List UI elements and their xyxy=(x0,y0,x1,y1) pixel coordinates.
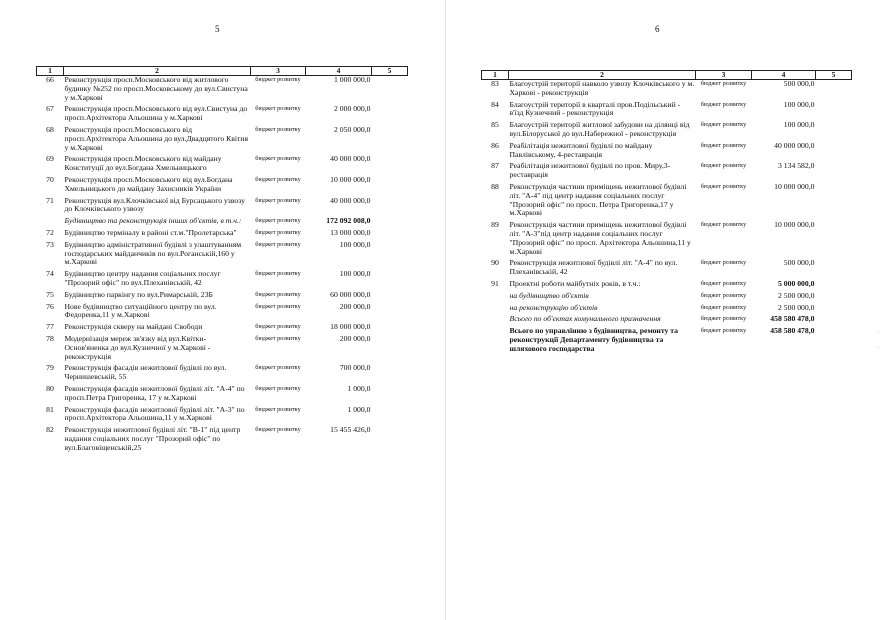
row-amount: 1 000 000,0 xyxy=(333,75,371,84)
row-funding-source: бюджет розвитку xyxy=(255,125,301,133)
row-amount: 10 000 000,0 xyxy=(330,174,371,184)
row-description: Реабілітація нежитлової будівлі по пров. Миру,3-реставрація xyxy=(509,161,671,180)
row-description: Будівництво терміналу в районі ст.м."Пролетарська" xyxy=(64,227,237,237)
table-row xyxy=(482,327,852,356)
row-amount: 15 455 426,0 xyxy=(330,425,371,435)
row-empty-cell xyxy=(372,335,408,364)
row-description: Реконструкція нежитлової будівлі літ. "В-1" під центр надання соціальних послуг "Прозорий офіс" по вул.Благовіщенській,25 xyxy=(64,425,241,452)
table-row xyxy=(482,280,852,292)
row-number: 85 xyxy=(491,120,499,130)
table-row xyxy=(482,183,852,221)
row-description: Реконструкція частини приміщень нежитлової будівлі літ. "А-4" під центр надання соціальних послуг "Прозорий офіс" по просп. Петра Григоренка,17 у м.Харкові xyxy=(509,181,687,218)
row-number: 76 xyxy=(46,301,54,311)
row-description: Реконструкція фасадів нежитлової будівлі літ. "А-3" по просп.Архітектора Альошина,11 у м.Харкові xyxy=(64,404,245,423)
row-empty-cell xyxy=(372,126,408,155)
row-empty-cell xyxy=(372,385,408,406)
row-funding-source: бюджет розвитку xyxy=(700,100,747,108)
row-amount: 2 000 000,0 xyxy=(333,104,371,114)
row-number xyxy=(482,292,509,304)
row-funding-source: бюджет розвитку xyxy=(255,175,301,183)
row-number: 71 xyxy=(46,195,54,205)
row-number: 77 xyxy=(46,322,54,332)
row-amount: 2 500 000,0 xyxy=(777,302,815,312)
row-description: Будівництво центру надання соціальних послуг "Прозорий офіс" по вул.Плеханівській, 42 xyxy=(64,269,221,287)
row-number: 80 xyxy=(46,383,54,393)
row-amount: 500 000,0 xyxy=(783,258,815,268)
row-description: на будівництво об'єктів xyxy=(509,290,589,300)
row-empty-cell xyxy=(372,270,408,291)
row-funding-source: бюджет розвитку xyxy=(255,384,301,392)
row-description: Реабілітація нежитлової будівлі по майдану Павлівському, 4-реставрація xyxy=(509,140,653,159)
row-description: Будівництво паркінгу по вул.Римарській, 23Б xyxy=(64,289,213,299)
table-row xyxy=(482,101,852,122)
row-funding-source: бюджет розвитку xyxy=(255,302,301,310)
table-row xyxy=(482,142,852,163)
row-number: 75 xyxy=(46,289,54,299)
row-empty-cell xyxy=(816,162,852,183)
page-number: 5 xyxy=(215,24,220,34)
row-number: 66 xyxy=(46,75,54,84)
row-description: Благоустрій території навколо узвозу Клочківського у м. Харкові - реконструкція xyxy=(509,79,695,97)
row-amount: 100 000,0 xyxy=(339,269,371,279)
column-header: 1 xyxy=(37,67,64,76)
row-empty-cell xyxy=(816,80,852,101)
row-empty-cell xyxy=(816,304,852,316)
row-number: 67 xyxy=(46,104,54,114)
budget-table-page-6 xyxy=(481,70,852,357)
table-row xyxy=(482,221,852,259)
row-number xyxy=(482,304,509,316)
budget-table-page-5 xyxy=(36,66,408,455)
row-funding-source: бюджет розвитку xyxy=(255,364,301,372)
row-funding-source: бюджет розвитку xyxy=(255,105,301,113)
row-funding-source: бюджет розвитку xyxy=(255,76,301,83)
row-amount: 18 000 000,0 xyxy=(330,322,371,332)
row-number: 88 xyxy=(491,181,499,191)
row-funding-source: бюджет розвитку xyxy=(255,323,301,331)
column-header: 3 xyxy=(696,71,752,80)
row-amount: 500 000,0 xyxy=(783,79,815,88)
row-description: Реконструкція нежитлової будівлі літ. "А-4" по вул. Плеханівській, 42 xyxy=(509,258,678,277)
row-funding-source: бюджет розвитку xyxy=(700,303,747,311)
row-description: Реконструкція вул.Клочківської від Бурсацького узвозу до Клочківського узвозу xyxy=(64,195,245,214)
row-amount: 100 000,0 xyxy=(783,99,815,109)
row-empty-cell xyxy=(372,426,408,455)
row-funding-source: бюджет розвитку xyxy=(255,228,301,236)
table-row xyxy=(37,291,408,303)
row-empty-cell xyxy=(372,303,408,324)
row-empty-cell xyxy=(372,241,408,270)
column-header: 4 xyxy=(752,71,816,80)
row-number: 72 xyxy=(46,227,54,237)
table-row xyxy=(482,259,852,280)
row-empty-cell xyxy=(816,221,852,259)
row-number: 87 xyxy=(491,161,499,171)
row-amount: 100 000,0 xyxy=(783,120,815,130)
column-header: 1 xyxy=(482,71,509,80)
row-funding-source: бюджет розвитку xyxy=(255,405,301,413)
row-amount: 458 580 478,0 xyxy=(770,326,815,336)
row-number xyxy=(482,327,509,356)
row-description: Всього по об'єктах комунального призначення xyxy=(509,314,661,324)
table-row xyxy=(482,121,852,142)
row-funding-source: бюджет розвитку xyxy=(700,259,747,267)
row-empty-cell xyxy=(372,76,408,106)
row-description: Проектні роботи майбутніх років, в т.ч.: xyxy=(509,278,641,288)
row-number: 83 xyxy=(491,79,499,88)
row-number: 86 xyxy=(491,140,499,150)
row-description: Благоустрій території в кварталі пров.Подільський - в'їзд Кузнечний - реконструкція xyxy=(509,99,681,118)
row-description: Реконструкція просп.Московського від вул.Богдана Хмельницького до майдану Захисників України xyxy=(64,174,233,193)
row-number: 69 xyxy=(46,154,54,164)
table-row xyxy=(37,364,408,385)
row-description: Реконструкція просп.Московського від просп.Архітектора Альошина до вул.Двадцятого Квітня у м.Харкові xyxy=(64,124,249,152)
row-funding-source: бюджет розвитку xyxy=(700,315,747,323)
row-number: 73 xyxy=(46,239,54,249)
row-funding-source: бюджет розвитку xyxy=(700,221,747,229)
row-amount: 172 092 008,0 xyxy=(326,216,371,226)
column-header: 2 xyxy=(64,67,251,76)
row-amount: 40 000 000,0 xyxy=(330,195,371,205)
row-empty-cell xyxy=(372,364,408,385)
row-amount: 700 000,0 xyxy=(339,363,371,373)
table-row xyxy=(37,270,408,291)
row-empty-cell xyxy=(816,183,852,221)
row-amount: 2 500 000,0 xyxy=(777,290,815,300)
row-funding-source: бюджет розвитку xyxy=(255,426,301,434)
row-funding-source: бюджет розвитку xyxy=(700,162,747,170)
row-funding-source: бюджет розвитку xyxy=(255,155,301,163)
row-number: 84 xyxy=(491,99,499,109)
row-funding-source: бюджет розвитку xyxy=(700,80,747,87)
row-number: 68 xyxy=(46,124,54,134)
row-description: на реконструкцію об'єктів xyxy=(509,302,598,312)
row-funding-source: бюджет розвитку xyxy=(255,196,301,204)
row-empty-cell xyxy=(816,315,852,327)
row-empty-cell xyxy=(372,229,408,241)
table-row xyxy=(37,335,408,364)
row-amount: 1 000,0 xyxy=(347,383,371,393)
table-row xyxy=(37,303,408,324)
row-description: Благоустрій території житлової забудови на ділянці від вул.Білоруської до вул.Набережної - реконструкція xyxy=(509,120,690,138)
row-empty-cell xyxy=(816,121,852,142)
row-description: Реконструкція просп.Московського від майдану Конституції до вул.Богдана Хмельницького xyxy=(64,154,222,173)
row-description: Реконструкція просп.Московського від вул.Свистуна до просп.Архітектора Альошина у м.Харкові xyxy=(64,104,248,123)
table-row xyxy=(37,76,408,106)
table-row xyxy=(37,385,408,406)
row-funding-source: бюджет розвитку xyxy=(255,290,301,298)
row-empty-cell xyxy=(372,323,408,335)
row-amount: 3 134 582,0 xyxy=(777,161,815,171)
row-amount: 1 000,0 xyxy=(347,404,371,414)
row-number: 79 xyxy=(46,363,54,373)
table-row xyxy=(482,80,852,101)
table-row xyxy=(37,406,408,427)
column-header: 5 xyxy=(816,71,852,80)
row-number: 74 xyxy=(46,269,54,279)
row-funding-source: бюджет розвитку xyxy=(255,334,301,342)
table-row xyxy=(37,426,408,455)
table-row xyxy=(37,241,408,270)
row-number: 90 xyxy=(491,258,499,268)
row-empty-cell xyxy=(372,155,408,176)
row-amount: 200 000,0 xyxy=(339,333,371,343)
row-empty-cell xyxy=(372,105,408,126)
column-header: 3 xyxy=(251,67,306,76)
row-amount: 60 000 000,0 xyxy=(330,289,371,299)
row-funding-source: бюджет розвитку xyxy=(700,291,747,299)
row-funding-source: бюджет розвитку xyxy=(700,121,747,129)
row-number: 78 xyxy=(46,333,54,343)
column-header: 4 xyxy=(306,67,372,76)
row-description: Реконструкція просп.Московського від житлового будинку №252 по просп.Московському до вул.Свистуна у м.Харкові xyxy=(64,75,248,102)
row-empty-cell xyxy=(816,142,852,163)
table-row xyxy=(482,292,852,304)
table-row xyxy=(37,155,408,176)
row-empty-cell xyxy=(372,176,408,197)
column-header: 5 xyxy=(372,67,408,76)
row-description: Реконструкція скверу на майдані Свободи xyxy=(64,322,203,332)
row-number: 89 xyxy=(491,220,499,230)
row-amount: 5 000 000,0 xyxy=(777,278,815,288)
table-row xyxy=(482,162,852,183)
page-number: 6 xyxy=(655,24,660,34)
table-row xyxy=(37,197,408,218)
column-header: 2 xyxy=(509,71,696,80)
row-amount: 10 000 000,0 xyxy=(774,181,815,191)
table-row xyxy=(37,176,408,197)
row-description: Модернізація мереж зв'язку від вул.Квітки-Основ'яненка до вул.Кузнечної у м.Харкові - реконструкція xyxy=(64,333,211,361)
page-6 xyxy=(445,0,883,620)
row-amount: 200 000,0 xyxy=(339,301,371,311)
row-amount: 40 000 000,0 xyxy=(774,140,815,150)
row-empty-cell xyxy=(816,259,852,280)
row-funding-source: бюджет розвитку xyxy=(255,240,301,248)
row-amount: 458 580 478,0 xyxy=(770,314,815,324)
row-description: Реконструкція фасадів нежитлової будівлі по вул. Чернишевській, 55 xyxy=(64,363,227,382)
row-funding-source: бюджет розвитку xyxy=(700,279,747,287)
table-row xyxy=(37,105,408,126)
row-amount: 2 050 000,0 xyxy=(333,124,371,134)
margin-mark: · xyxy=(877,330,879,336)
row-empty-cell xyxy=(372,217,408,229)
row-description: Реконструкція частини приміщень нежитлової будівлі літ. "А-3"під центр надання соціальних послуг "Прозорий офіс" по просп. Архітектора Альошина,11 у м.Харкові xyxy=(509,220,691,256)
row-funding-source: бюджет розвитку xyxy=(700,141,747,149)
row-amount: 10 000 000,0 xyxy=(774,220,815,230)
row-number: 82 xyxy=(46,425,54,435)
row-description: Реконструкція фасадів нежитлової будівлі літ. "А-4" по просп.Петра Григоренка, 17 у м.Харкові xyxy=(64,383,245,402)
row-funding-source: бюджет розвитку xyxy=(700,327,747,335)
table-row xyxy=(37,126,408,155)
row-number xyxy=(482,315,509,327)
margin-mark: · xyxy=(877,345,879,351)
row-funding-source: бюджет розвитку xyxy=(700,182,747,190)
row-funding-source: бюджет розвитку xyxy=(255,217,301,225)
row-empty-cell xyxy=(372,197,408,218)
row-empty-cell xyxy=(816,327,852,356)
row-number: 81 xyxy=(46,404,54,414)
row-empty-cell xyxy=(816,280,852,292)
row-number: 91 xyxy=(491,278,499,288)
row-amount: 13 000 000,0 xyxy=(330,227,371,237)
row-amount: 40 000 000,0 xyxy=(330,154,371,164)
row-empty-cell xyxy=(816,101,852,122)
row-description: Всього по управлінню з будівництва, ремонту та реконструкції Департаменту будівництва та шляхового господарства xyxy=(509,326,679,353)
row-amount: 100 000,0 xyxy=(339,239,371,249)
row-description: Будівництво адміністративної будівлі з улаштуванням господарських майданчиків по вул.Роганській,160 у м.Харкові xyxy=(64,239,242,267)
row-description: Нове будівництво ситуаційного центру по вул. Федоренка,11 у м.Харкові xyxy=(64,301,217,320)
row-number: 70 xyxy=(46,174,54,184)
table-row xyxy=(37,229,408,241)
row-empty-cell xyxy=(816,292,852,304)
row-description: Будівництво та реконструкція інших об'єктів, в т.ч.: xyxy=(64,216,242,226)
row-funding-source: бюджет розвитку xyxy=(255,270,301,278)
row-empty-cell xyxy=(372,291,408,303)
row-empty-cell xyxy=(372,406,408,427)
